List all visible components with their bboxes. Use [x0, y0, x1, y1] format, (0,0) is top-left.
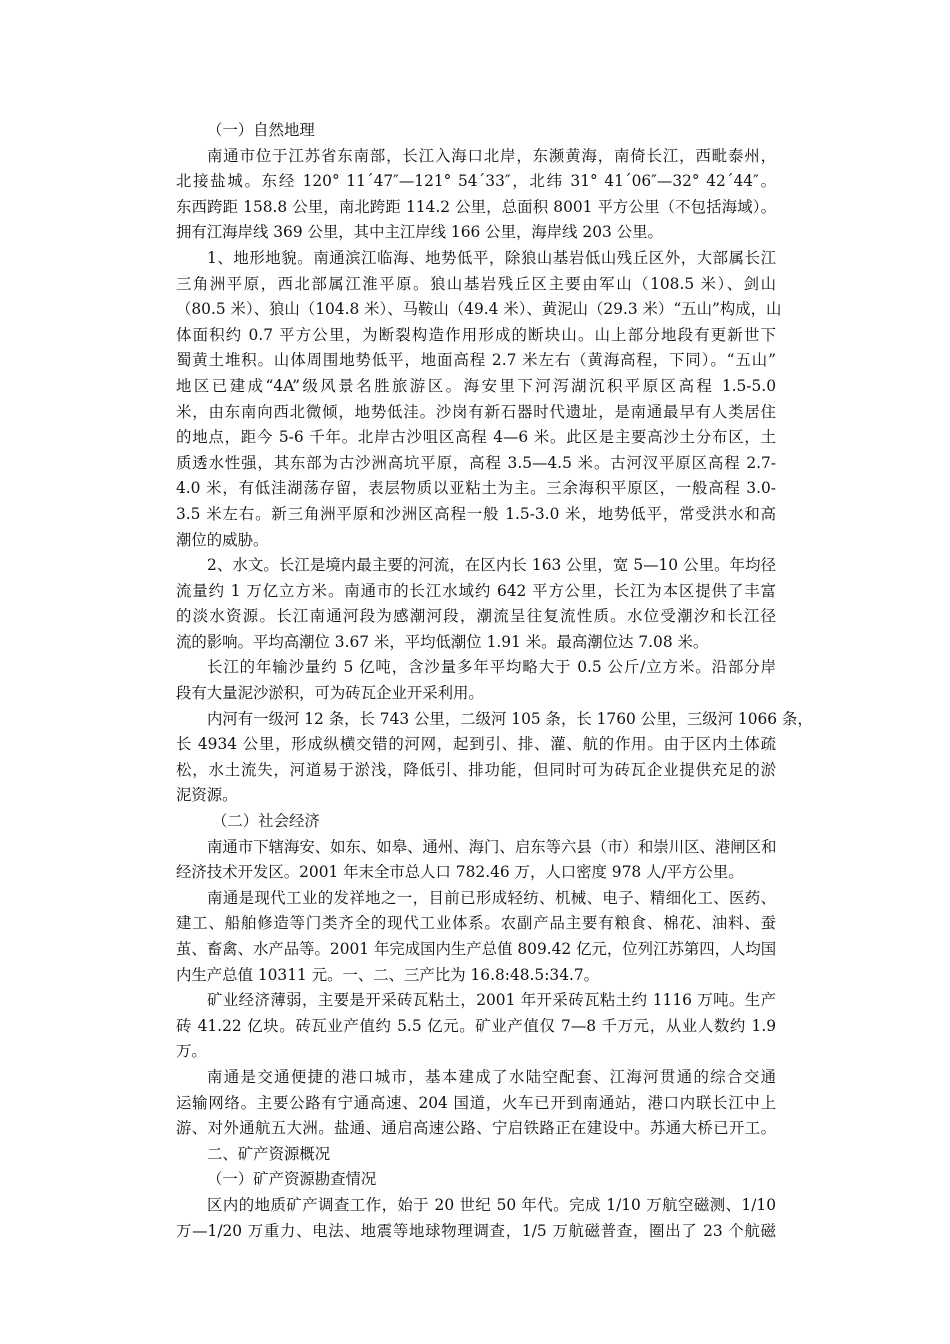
text-line: 建工、船舶修造等门类齐全的现代工业体系。农副产品主要有粮食、棉花、油料、蚕 [176, 914, 776, 933]
text-line: 1、地形地貌。南通滨江临海、地势低平，除狼山基岩低山残丘区外，大部属长江 [207, 248, 776, 267]
text-line: 的地点，距今 5-6 千年。北岸古沙咀区高程 4—6 米。此区是主要高沙土分布区，土 [176, 428, 776, 447]
text-line: 4.0 米，有低洼湖荡存留，表层物质以亚粘土为主。三余海积平原区，一般高程 3.0- [176, 479, 776, 498]
text-line: 米，由东南向西北微倾，地势低洼。沙岗有新石器时代遗址，是南通最早有人类居住 [176, 402, 776, 421]
text-line: 经济技术开发区。2001 年末全市总人口 782.46 万，人口密度 978 人/平方公里。 [176, 863, 744, 882]
text-line: 蜀黄土堆积。山体周围地势低平，地面高程 2.7 米左右（黄海高程，下同）。“五山” [176, 351, 776, 370]
text-line: 长江的年输沙量约 5 亿吨，含沙量多年平均略大于 0.5 公斤/立方米。沿部分岸 [207, 658, 776, 677]
text-line: 东西跨距 158.8 公里，南北跨距 114.2 公里，总面积 8001 平方公里（不包括海域）。 [176, 197, 776, 216]
text-line: 的淡水资源。长江南通河段为感潮河段，潮流呈往复流性质。水位受潮汐和长江径 [176, 607, 776, 626]
text-line: 3.5 米左右。新三角洲平原和沙洲区高程一般 1.5-3.0 米，地势低平，常受洪水和高 [176, 504, 776, 523]
text-line: 南通是现代工业的发祥地之一，目前已形成轻纺、机械、电子、精细化工、医药、 [207, 888, 776, 907]
text-line: 流的影响。平均高潮位 3.67 米，平均低潮位 1.91 米。最高潮位达 7.08 米。 [176, 632, 709, 651]
document-page [176, 118, 813, 1244]
text-line: 潮位的威胁。 [176, 530, 269, 549]
text-line: 流量约 1 万亿立方米。南通市的长江水域约 642 平方公里，长江为本区提供了丰富 [176, 581, 776, 600]
text-line: 质透水性强，其东部为古沙洲高坑平原，高程 3.5—4.5 米。古河汊平原区高程 2.7- [176, 453, 776, 472]
text-line: 泥资源。 [176, 786, 238, 805]
text-line: 茧、畜禽、水产品等。2001 年完成国内生产总值 809.42 亿元，位列江苏第四，人均国 [176, 940, 777, 958]
text-line: 地区已建成“4A”级风景名胜旅游区。海安里下河泻湖沉积平原区高程 1.5-5.0 [176, 376, 776, 395]
text-line: 体面积约 0.7 平方公里，为断裂构造作用形成的断块山。山上部分地段有更新世下 [176, 325, 776, 344]
text-line: 区内的地质矿产调查工作，始于 20 世纪 50 年代。完成 1/10 万航空磁测、1/10 [207, 1195, 776, 1214]
text-line: 内生产总值 10311 元。一、二、三产比为 16.8:48.5:34.7。 [176, 965, 600, 984]
section-heading: （一）矿产资源勘查情况 [207, 1170, 377, 1189]
text-line: 南通是交通便捷的港口城市，基本建成了水陆空配套、江海河贯通的综合交通 [207, 1067, 776, 1086]
text-line: （80.5 米）、狼山（104.8 米）、马鞍山（49.4 米）、黄泥山（29.3 米）“五山”构成，山 [176, 300, 782, 319]
text-line: 万—1/20 万重力、电法、地震等地球物理调查，1/5 万航磁普查，圈出了 23 个航磁 [176, 1221, 776, 1240]
text-line: 砖 41.22 亿块。砖瓦业产值约 5.5 亿元。矿业产值仅 7—8 千万元，从业人数约 1.9 [176, 1016, 776, 1035]
text-line: 矿业经济薄弱，主要是开采砖瓦粘土，2001 年开采砖瓦粘土约 1116 万吨。生产 [207, 991, 776, 1010]
section-heading: （一）自然地理 [207, 121, 315, 139]
text-line: 南通市位于江苏省东南部，长江入海口北岸，东濒黄海，南倚长江，西毗泰州， [207, 146, 776, 165]
text-line: 运输网络。主要公路有宁通高速、204 国道，火车已开到南通站，港口内联长江中上 [176, 1093, 776, 1112]
text-line: 长 4934 公里，形成纵横交错的河网，起到引、排、灌、航的作用。由于区内土体疏 [176, 735, 776, 754]
text-line: 内河有一级河 12 条，长 743 公里，二级河 105 条，长 1760 公里，三级河 1066 条， [207, 709, 813, 728]
text-line: 北接盐城。东经 120° 11´47″—121° 54´33″，北纬 31° 41´06″—32° 42´44″。 [176, 172, 776, 191]
text-line: 三角洲平原，西北部属江淮平原。狼山基岩残丘区主要由军山（108.5 米）、剑山 [176, 274, 776, 293]
text-line: 2、水文。长江是境内最主要的河流，在区内长 163 公里，宽 5—10 公里。年均径 [207, 556, 776, 575]
text-line: 拥有江海岸线 369 公里，其中主江岸线 166 公里，海岸线 203 公里。 [176, 223, 663, 242]
text-line: 松，水土流失，河道易于淤浅，降低引、排功能，但同时可为砖瓦企业提供充足的淤 [176, 760, 776, 779]
section-heading: 二、矿产资源概况 [207, 1144, 331, 1163]
text-line: 游、对外通航五大洲。盐通、通启高速公路、宁启铁路正在建设中。苏通大桥已开工。 [176, 1119, 776, 1138]
text-line: 万。 [176, 1042, 207, 1061]
text-line: 段有大量泥沙淤积，可为砖瓦企业开采利用。 [176, 684, 484, 703]
text-line: 南通市下辖海安、如东、如皋、通州、海门、启东等六县（市）和崇川区、港闸区和 [207, 837, 777, 856]
section-heading: （二）社会经济 [212, 812, 320, 831]
